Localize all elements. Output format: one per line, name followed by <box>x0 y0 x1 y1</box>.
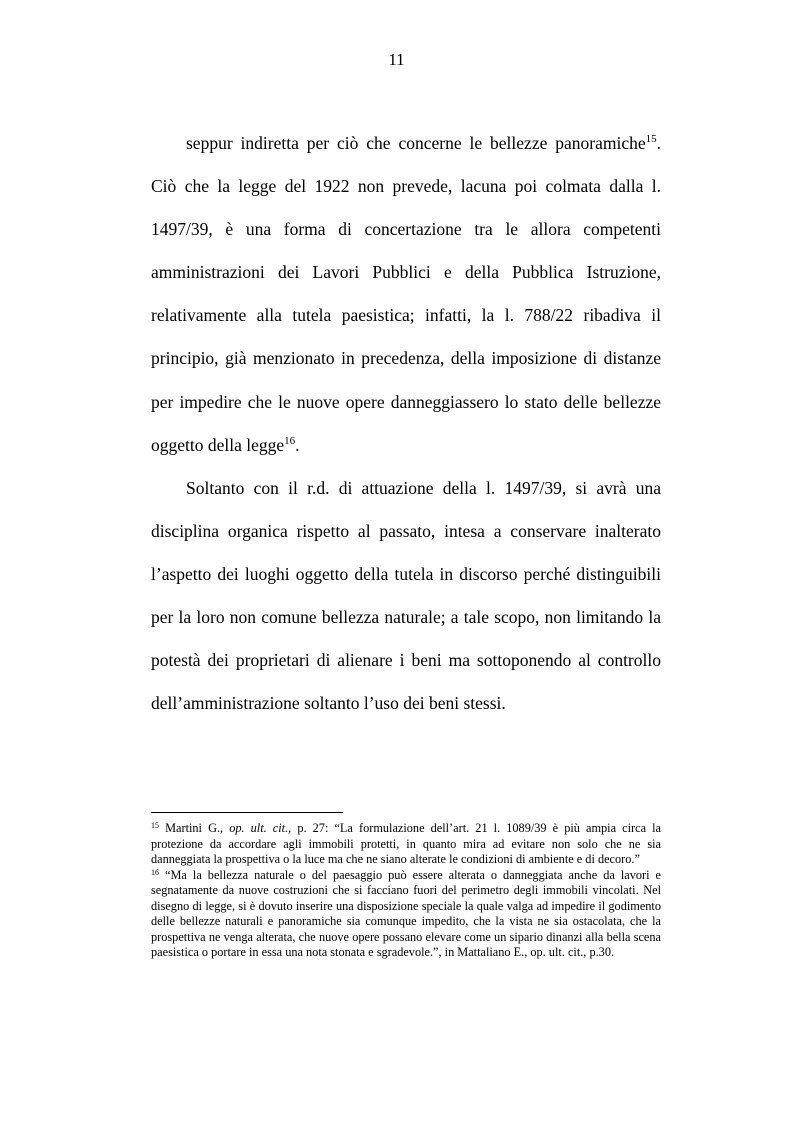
footnote-15-italic: op. ult. cit., <box>229 821 292 835</box>
footnote-separator <box>151 812 343 813</box>
paragraph-1 <box>151 122 661 467</box>
footnote-ref-15[interactable]: 15 <box>645 133 657 145</box>
body-text <box>151 122 661 725</box>
footnote-16 <box>151 868 661 961</box>
footnote-15-number: 15 <box>151 821 159 830</box>
footnote-15-author: Martini G., <box>159 821 230 835</box>
page-number: 11 <box>388 50 405 69</box>
footnote-15-text: p. 27: “La formulazione dell’art. 21 l. 1089/39 è più ampia circa la protezione da accordare agli immobili protetti, in quanto mira ad evitare non solo che ne sia danneggiata la prospettiva o la luce ma che ne siano alterate le condizioni di ambiente e di decoro.” <box>151 821 661 866</box>
footnote-ref-16[interactable]: 16 <box>284 434 296 447</box>
paragraph-1-text-b: . Ciò che la legge del 1922 non prevede, lacuna poi colmata dalla l. 1497/39, è una forma di concertazione tra le allora competenti amministrazioni dei Lavori Pubblici e della Pubblica Istruzione, relativamente alla tutela paesistica; infatti, la l. 788/22 ribadiva il principio, già menzionato in precedenza, della imposizione di distanze per impedire che le nuove opere danneggiassero lo stato delle bellezze oggetto della legge <box>151 133 661 455</box>
paragraph-2: Soltanto con il r.d. di attuazione della l. 1497/39, si avrà una disciplina organica rispetto al passato, intesa a conservare inalterato l’aspetto dei luoghi oggetto della tutela in discorso perché distinguibili per la loro non comune bellezza naturale; a tale scopo, non limitando la potestà dei proprietari di alienare i beni ma sottoponendo al controllo dell’amministrazione soltanto l’uso dei beni stessi. <box>151 477 661 714</box>
footnote-15 <box>151 821 661 868</box>
footnote-16-text: “Ma la bellezza naturale o del paesaggio può essere alterata o danneggiata anche da lavori e segnatamente da nuove costruzioni che si facciano fuori del perimetro degli immobili vincolati. Nel disegno di legge, si è dovuto inserire una disposizione speciale la quale valga ad impedire il godimento delle bellezze naturali e panoramiche sia comunque impedito, che la vista ne sia ostacolata, che la prospettiva ne venga alterata, che nuove opere possano elevare come un sipario dinanzi alla bella scena paesistica o portare in essa una nota stonata e sgradevole.”, in Mattaliano E., op. ult. cit., p.30. <box>151 867 661 959</box>
footnotes <box>151 821 661 961</box>
paragraph-1-text-a: seppur indiretta per ciò che concerne le bellezze panoramiche <box>186 133 646 153</box>
footnote-16-number: 16 <box>151 867 159 877</box>
paragraph-1-text-c: . <box>295 434 300 455</box>
